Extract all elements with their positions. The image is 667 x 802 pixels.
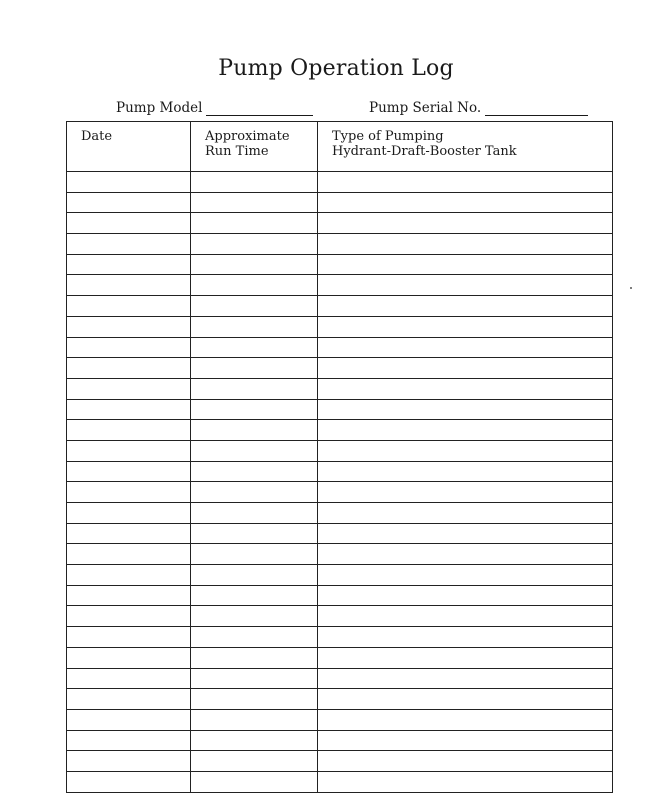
date-cell[interactable] (67, 337, 191, 358)
header-date (67, 122, 191, 172)
pumping-type-cell[interactable] (318, 730, 613, 751)
table-row (67, 275, 613, 296)
run-time-cell[interactable] (191, 420, 318, 441)
run-time-cell[interactable] (191, 709, 318, 730)
date-cell[interactable] (67, 606, 191, 627)
date-cell[interactable] (67, 399, 191, 420)
pumping-type-cell[interactable] (318, 689, 613, 710)
run-time-cell[interactable] (191, 606, 318, 627)
pumping-type-cell[interactable] (318, 234, 613, 255)
pumping-type-cell[interactable] (318, 668, 613, 689)
header-date-line: Date (81, 129, 113, 144)
header-pumping-type-line-2: Hydrant-Draft-Booster Tank (332, 144, 517, 159)
run-time-cell[interactable] (191, 254, 318, 275)
table-row (67, 213, 613, 234)
header-run-time (191, 122, 318, 172)
date-cell[interactable] (67, 275, 191, 296)
run-time-cell[interactable] (191, 482, 318, 503)
run-time-cell[interactable] (191, 275, 318, 296)
pumping-type-cell[interactable] (318, 606, 613, 627)
table-row (67, 234, 613, 255)
pumping-type-cell[interactable] (318, 647, 613, 668)
table-row (67, 565, 613, 586)
header-pumping-type-line-1: Type of Pumping (332, 129, 444, 144)
table-row (67, 689, 613, 710)
table-row (67, 751, 613, 772)
run-time-cell[interactable] (191, 544, 318, 565)
table-row (67, 440, 613, 461)
pumping-type-cell[interactable] (318, 771, 613, 792)
date-cell[interactable] (67, 420, 191, 441)
pumping-type-cell[interactable] (318, 296, 613, 317)
pumping-type-cell[interactable] (318, 213, 613, 234)
scan-speck (630, 287, 632, 289)
pump-model-label: Pump Model (116, 100, 203, 116)
run-time-cell[interactable] (191, 523, 318, 544)
date-cell[interactable] (67, 751, 191, 772)
run-time-cell[interactable] (191, 647, 318, 668)
table-row (67, 316, 613, 337)
run-time-cell[interactable] (191, 172, 318, 193)
header-run-time-line-1: Approximate (205, 129, 290, 144)
pumping-type-cell[interactable] (318, 192, 613, 213)
table-row (67, 482, 613, 503)
date-cell[interactable] (67, 213, 191, 234)
pump-model-field (116, 100, 313, 116)
table-row (67, 296, 613, 317)
date-cell[interactable] (67, 358, 191, 379)
pump-serial-input[interactable] (485, 101, 588, 116)
run-time-cell[interactable] (191, 213, 318, 234)
date-cell[interactable] (67, 565, 191, 586)
table-row (67, 503, 613, 524)
table-row (67, 358, 613, 379)
pumping-type-cell[interactable] (318, 275, 613, 296)
date-cell[interactable] (67, 461, 191, 482)
run-time-cell[interactable] (191, 585, 318, 606)
pumping-type-cell[interactable] (318, 461, 613, 482)
date-cell[interactable] (67, 234, 191, 255)
date-cell[interactable] (67, 254, 191, 275)
table-row (67, 544, 613, 565)
table-row (67, 709, 613, 730)
date-cell[interactable] (67, 771, 191, 792)
table-row (67, 606, 613, 627)
table-row (67, 254, 613, 275)
table-row (67, 627, 613, 648)
table-row (67, 585, 613, 606)
header-run-time-line-2: Run Time (205, 144, 269, 159)
run-time-cell[interactable] (191, 378, 318, 399)
date-cell[interactable] (67, 316, 191, 337)
pumping-type-cell[interactable] (318, 709, 613, 730)
table-row (67, 771, 613, 792)
table-row (67, 668, 613, 689)
pump-model-input[interactable] (206, 101, 313, 116)
run-time-cell[interactable] (191, 461, 318, 482)
table-row (67, 523, 613, 544)
table-body (67, 172, 613, 793)
run-time-cell[interactable] (191, 751, 318, 772)
table-row (67, 647, 613, 668)
pumping-type-cell[interactable] (318, 482, 613, 503)
date-cell[interactable] (67, 647, 191, 668)
run-time-cell[interactable] (191, 503, 318, 524)
run-time-cell[interactable] (191, 192, 318, 213)
pumping-type-cell[interactable] (318, 358, 613, 379)
run-time-cell[interactable] (191, 337, 318, 358)
date-cell[interactable] (67, 192, 191, 213)
pumping-type-cell[interactable] (318, 399, 613, 420)
table-row (67, 420, 613, 441)
table-row (67, 192, 613, 213)
run-time-cell[interactable] (191, 565, 318, 586)
pump-log-table (66, 121, 613, 793)
date-cell[interactable] (67, 544, 191, 565)
header-pumping-type (318, 122, 613, 172)
date-cell[interactable] (67, 172, 191, 193)
date-cell[interactable] (67, 730, 191, 751)
date-cell[interactable] (67, 585, 191, 606)
pumping-type-cell[interactable] (318, 420, 613, 441)
pumping-type-cell[interactable] (318, 316, 613, 337)
pumping-type-cell[interactable] (318, 503, 613, 524)
pumping-type-cell[interactable] (318, 440, 613, 461)
pumping-type-cell[interactable] (318, 337, 613, 358)
run-time-cell[interactable] (191, 771, 318, 792)
date-cell[interactable] (67, 523, 191, 544)
pumping-type-cell[interactable] (318, 627, 613, 648)
run-time-cell[interactable] (191, 316, 318, 337)
run-time-cell[interactable] (191, 689, 318, 710)
table-row (67, 172, 613, 193)
pumping-type-cell[interactable] (318, 585, 613, 606)
date-cell[interactable] (67, 689, 191, 710)
date-cell[interactable] (67, 378, 191, 399)
pumping-type-cell[interactable] (318, 378, 613, 399)
pump-serial-field (369, 100, 588, 116)
pump-serial-label: Pump Serial No. (369, 100, 482, 116)
pumping-type-cell[interactable] (318, 254, 613, 275)
date-cell[interactable] (67, 709, 191, 730)
pumping-type-cell[interactable] (318, 751, 613, 772)
date-cell[interactable] (67, 482, 191, 503)
pumping-type-cell[interactable] (318, 565, 613, 586)
page-title: Pump Operation Log (218, 56, 454, 81)
run-time-cell[interactable] (191, 234, 318, 255)
table-row (67, 399, 613, 420)
date-cell[interactable] (67, 440, 191, 461)
pumping-type-cell[interactable] (318, 544, 613, 565)
date-cell[interactable] (67, 296, 191, 317)
date-cell[interactable] (67, 668, 191, 689)
table-row (67, 378, 613, 399)
run-time-cell[interactable] (191, 627, 318, 648)
date-cell[interactable] (67, 503, 191, 524)
run-time-cell[interactable] (191, 668, 318, 689)
run-time-cell[interactable] (191, 440, 318, 461)
run-time-cell[interactable] (191, 730, 318, 751)
date-cell[interactable] (67, 627, 191, 648)
table-row (67, 461, 613, 482)
pumping-type-cell[interactable] (318, 172, 613, 193)
table-row (67, 337, 613, 358)
pumping-type-cell[interactable] (318, 523, 613, 544)
table-row (67, 730, 613, 751)
run-time-cell[interactable] (191, 399, 318, 420)
run-time-cell[interactable] (191, 296, 318, 317)
table-header-row (67, 122, 613, 172)
run-time-cell[interactable] (191, 358, 318, 379)
